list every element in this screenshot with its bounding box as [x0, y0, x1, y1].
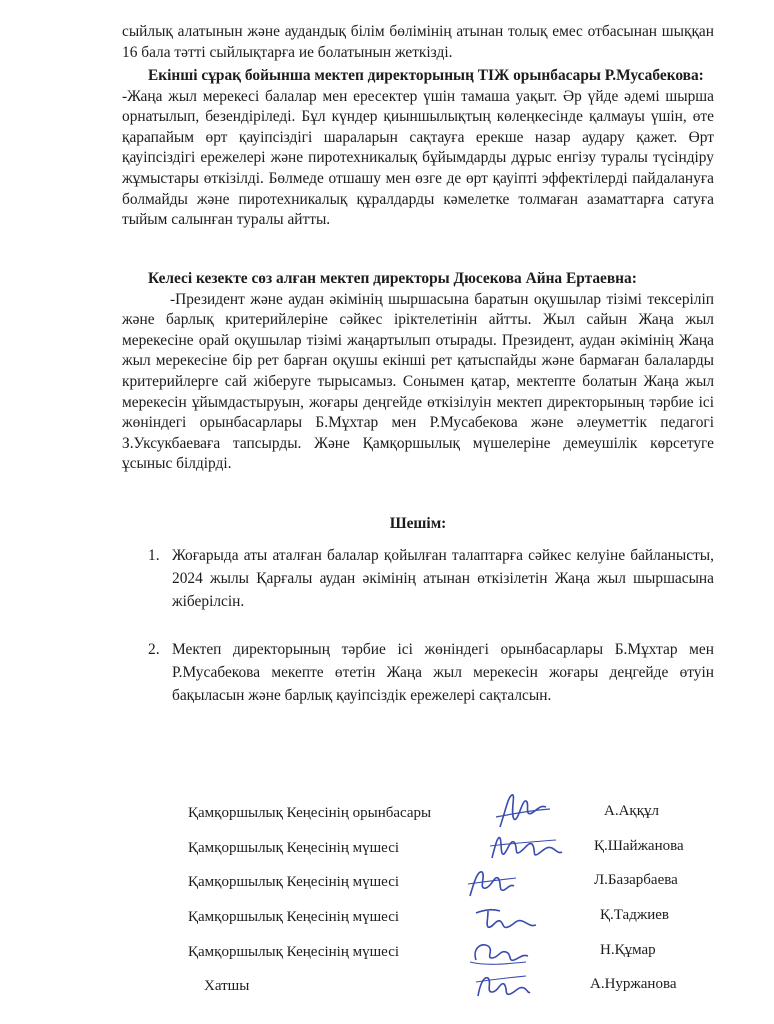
- signature-row: [0, 968, 774, 1004]
- list-text: Мектеп директорының тәрбие ісі жөніндегі орынбасарлары Б.Мұхтар мен Р.Мусабекова мекепте өтетін Жаңа жыл мерекесін жоғары деңгейде өтуін бақыласын және барлық қауіпсіздік ережелері сақталсын.: [172, 641, 714, 704]
- opening-paragraph: [122, 22, 714, 63]
- handwritten-signature: [464, 864, 520, 904]
- section-heading: Екінші сұрақ бойынша мектеп директорының ТІЖ орынбасары Р.Мусабекова:: [148, 67, 704, 84]
- signatory-name: Қ.Шайжанова: [594, 838, 684, 854]
- list-item: [148, 638, 714, 707]
- list-number: 1.: [148, 547, 160, 564]
- paragraph-text: -Президент және аудан әкімінің шыршасына баратын оқушылар тізімі тексеріліп және барлық критерийлеріне сәйкес іріктелетінін айтты. Жыл сайын Жаңа жыл мерекесіне орай оқушылар тізімі жаңартылып отырады. Президент, аудан әкімінің Жаңа жыл мерекесіне бір рет барған оқушы екінші рет қатыспайды және бармаған балаларды критерийлерге сай жіберуге тырысамыз. Сонымен қатар, мектепте болатын Жаңа жыл мерекесін ұйымдастыруын, жоғары деңгейде өткізілуін мектеп директорының тәрбие ісі жөніндегі орынбасарлары Б.Мұхтар мен Р.Мусабекова және әлеуметтік педагогі З.Уксукбаеваға тапсырды. Және Қамқоршылық мүшелеріне демеушілік көрсетуге ұсыныс білдірді.: [122, 290, 714, 473]
- handwritten-signature: [470, 968, 532, 1004]
- signature-row: [0, 830, 774, 866]
- signatory-role: Хатшы: [204, 978, 250, 994]
- signatory-name: Қ.Таджиев: [600, 907, 669, 923]
- signature-row: [0, 795, 774, 831]
- decision-list: [148, 544, 714, 707]
- signatory-name: Н.Құмар: [600, 942, 656, 958]
- paragraph-text: сыйлық алатынын және аудандық білім бөлімінің атынан толық емес отбасынан шыққан 16 бала тәтті сыйлықтарға ие болатынын жеткізді.: [122, 23, 714, 61]
- signature-row: [0, 899, 774, 935]
- section-heading: Келесі кезекте сөз алған мектеп директоры Дюсекова Айна Ертаевна:: [148, 270, 637, 287]
- handwritten-signature: [486, 828, 566, 868]
- signatory-name: А.Нуржанова: [590, 976, 677, 992]
- signatory-role: Қамқоршылық Кеңесінің мүшесі: [188, 944, 400, 960]
- signatory-role: Қамқоршылық Кеңесінің мүшесі: [188, 909, 400, 925]
- handwritten-signature: [470, 901, 540, 935]
- signatory-role: Қамқоршылық Кеңесінің мүшесі: [188, 874, 400, 890]
- decision-heading: Шешім:: [389, 515, 447, 532]
- signatory-role: Қамқоршылық Кеңесінің орынбасары: [188, 805, 432, 821]
- list-item: [148, 544, 714, 613]
- handwritten-signature: [466, 936, 532, 970]
- director-speech-section: [122, 269, 714, 475]
- paragraph-text: -Жаңа жыл мерекесі балалар мен ересектер үшін тамаша уақыт. Әр үйде әдемі шырша орнатылып, безендіріледі. Бұл күндер қиыншылықтың көлеңкесінде қалмауы үшін, өте қарапайым өрт қауіпсіздігі шараларын сақтауға ерекше назар аудару қажет. Өрт қауіпсіздігі ережелері және пиротехникалық бұйымдарды дұрыс енгізу туралы түсіндіру жұмыстары өткізілді. Бөлмеде отшашу мен өзге де өрт қауіпті эффектілерді пайдалануға болмайды және пиротехникалық құралдарды кәмелетке толмаған азаматтарға сатуға тыйым салынған туралы айтты.: [122, 87, 714, 229]
- signatory-role: Қамқоршылық Кеңесінің мүшесі: [188, 840, 400, 856]
- list-text: Жоғарыда аты аталған балалар қойылған талаптарға сәйкес келуіне байланысты, 2024 жылы Қарғалы аудан әкімінің атынан өткізілетін Жаңа жыл шыршасына жіберілсін.: [172, 547, 714, 610]
- signature-row: [0, 934, 774, 970]
- signatory-name: А.Аққұл: [604, 803, 659, 819]
- list-number: 2.: [148, 641, 160, 658]
- signature-row: [0, 864, 774, 900]
- handwritten-signature: [488, 789, 558, 833]
- second-question-section: [122, 66, 714, 231]
- signatory-name: Л.Базарбаева: [594, 872, 678, 888]
